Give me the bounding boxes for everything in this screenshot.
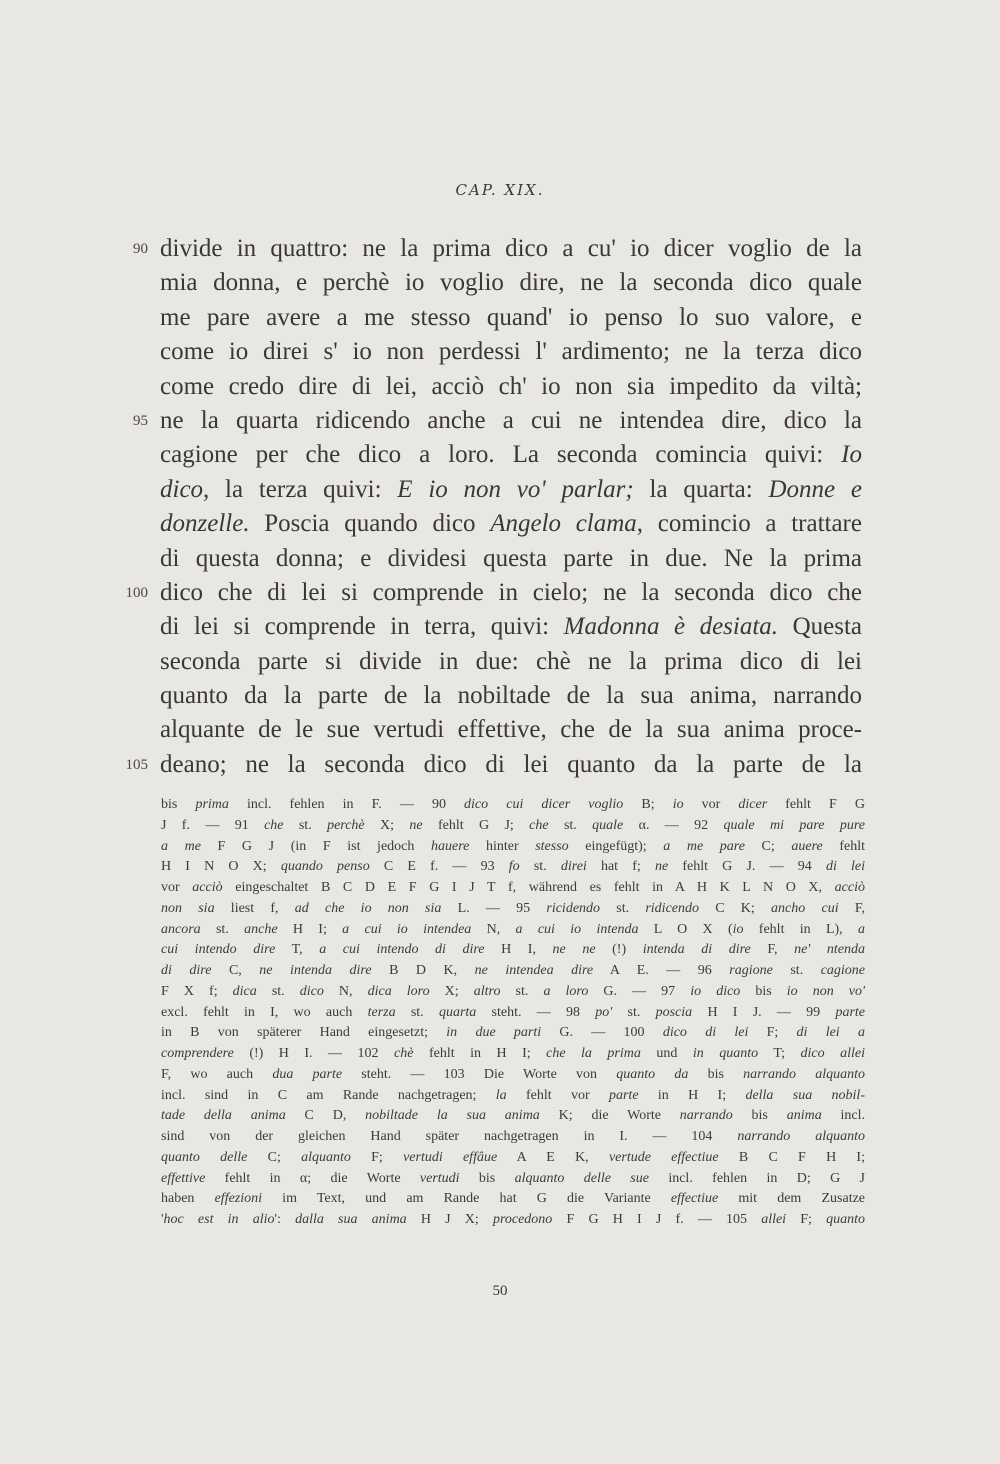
text-line (0, 438, 1000, 472)
text-line (0, 473, 1000, 507)
line-text: cagione per che dico a loro. La seconda comincia quivi: Io (160, 441, 862, 469)
note-line: excl. fehlt in I, wo auch terza st. quarta steht. — 98 po' st. poscia H I J. — 99 parte (161, 1004, 865, 1020)
note-line: in B von späterer Hand eingesetzt; in due parti G. — 100 dico di lei F; di lei a (161, 1025, 865, 1041)
note-line: a me F G J (in F ist jedoch hauere hinter stesso eingefügt); a me pare C; auere fehlt (161, 838, 866, 854)
line-text: seconda parte si divide in due: chè ne la prima dico di lei (160, 647, 862, 675)
note-line: cui intendo dire T, a cui intendo di dire H I, ne ne (!) intenda di dire F, ne' ntenda (161, 942, 865, 958)
text-line (0, 266, 1000, 300)
note-line: tade della anima C D, nobiltade la sua anima K; die Worte narrando bis anima incl. (161, 1108, 865, 1124)
line-text: donzelle. Poscia quando dico Angelo clama, comincio a trattare (160, 510, 862, 538)
note-line: H I N O X; quando penso C E f. — 93 fo st. direi hat f; ne fehlt G J. — 94 di lei (161, 859, 865, 875)
note-line: incl. sind in C am Rande nachgetragen; la fehlt vor parte in H I; della sua nobil- (161, 1087, 865, 1103)
line-number: 95 (133, 412, 148, 429)
line-number: 105 (125, 756, 148, 773)
text-line (0, 404, 1000, 438)
note-line: F X f; dica st. dico N, dica loro X; altro st. a loro G. — 97 io dico bis io non vo' (161, 983, 866, 999)
line-text: dico che di lei si comprende in cielo; ne la seconda dico che (160, 578, 862, 606)
line-text: come credo dire di lei, acciò ch' io non sia impedito da viltà; (160, 372, 862, 400)
note-line: effettive fehlt in α; die Worte vertudi bis alquanto delle sue incl. fehlen in D; G J (161, 1170, 865, 1186)
line-text: mia donna, e perchè io voglio dire, ne la seconda dico quale (160, 269, 862, 297)
text-line (0, 645, 1000, 679)
text-line (0, 748, 1000, 782)
note-line: ancora st. anche H I; a cui io intendea N, a cui io intenda L O X (io fehlt in L), a (161, 921, 865, 937)
text-line (0, 232, 1000, 266)
line-text: come io direi s' io non perdessi l' ardimento; ne la terza dico (160, 338, 862, 366)
running-title: CAP. XIX. (455, 181, 545, 199)
text-line (0, 335, 1000, 369)
note-line: J f. — 91 che st. perchè X; ne fehlt G J; che st. quale α. — 92 quale mi pare pure (161, 817, 866, 833)
note-line: 'hoc est in alio': dalla sua anima H J X; procedono F G H I J f. — 105 allei F; quanto (161, 1212, 865, 1227)
line-text: ne la quarta ridicendo anche a cui ne intendea dire, dico la (160, 406, 862, 434)
line-text: di questa donna; e dividesi questa parte in due. Ne la prima (160, 544, 862, 572)
text-line (0, 713, 1000, 747)
note-line: quanto delle C; alquanto F; vertudi effâue A E K, vertude effectiue B C F H I; (161, 1149, 865, 1165)
line-number: 90 (133, 241, 148, 257)
note-line: non sia liest f, ad che io non sia L. — 95 ricidendo st. ridicendo C K; ancho cui F, (161, 900, 866, 916)
note-line: bis prima incl. fehlen in F. — 90 dico cui dicer voglio B; io vor dicer fehlt F G (161, 797, 866, 812)
text-line (0, 576, 1000, 610)
text-line (0, 370, 1000, 404)
line-text: di lei si comprende in terra, quivi: Madonna è desiata. Questa (160, 613, 863, 641)
note-line: haben effezioni im Text, und am Rande hat G die Variante effectiue mit dem Zusatze (161, 1191, 866, 1207)
note-line: vor acciò eingeschaltet B C D E F G I J T f, während es fehlt in A H K L N O X, acciò (161, 880, 865, 895)
note-line: sind von der gleichen Hand später nachgetragen in I. — 104 narrando alquanto (161, 1129, 865, 1144)
line-text: me pare avere a me stesso quand' io penso lo suo valore, e (160, 303, 862, 331)
note-line: F, wo auch dua parte steht. — 103 Die Worte von quanto da bis narrando alquanto (161, 1066, 865, 1082)
note-line: di dire C, ne intenda dire B D K, ne intendea dire A E. — 96 ragione st. cagione (161, 963, 866, 978)
note-line: comprendere (!) H I. — 102 chè fehlt in H I; che la prima und in quanto T; dico allei (161, 1046, 866, 1061)
text-line (0, 507, 1000, 541)
main-text (0, 232, 1000, 782)
text-line (0, 542, 1000, 576)
critical-apparatus (161, 795, 865, 1231)
text-line (0, 610, 1000, 644)
line-text: dico, la terza quivi: E io non vo' parlar; la quarta: Donne e (160, 475, 863, 503)
line-text: divide in quattro: ne la prima dico a cu' io dicer voglio de la (160, 235, 862, 262)
line-number: 100 (125, 584, 148, 601)
text-line (0, 679, 1000, 713)
line-text: deano; ne la seconda dico di lei quanto da la parte de la (160, 750, 862, 778)
text-line (0, 301, 1000, 335)
line-text: quanto da la parte de la nobiltade de la sua anima, narrando (160, 682, 862, 710)
page-number: 50 (492, 1283, 508, 1299)
line-text: alquante de le sue vertudi effettive, che de la sua anima proce- (160, 716, 862, 744)
